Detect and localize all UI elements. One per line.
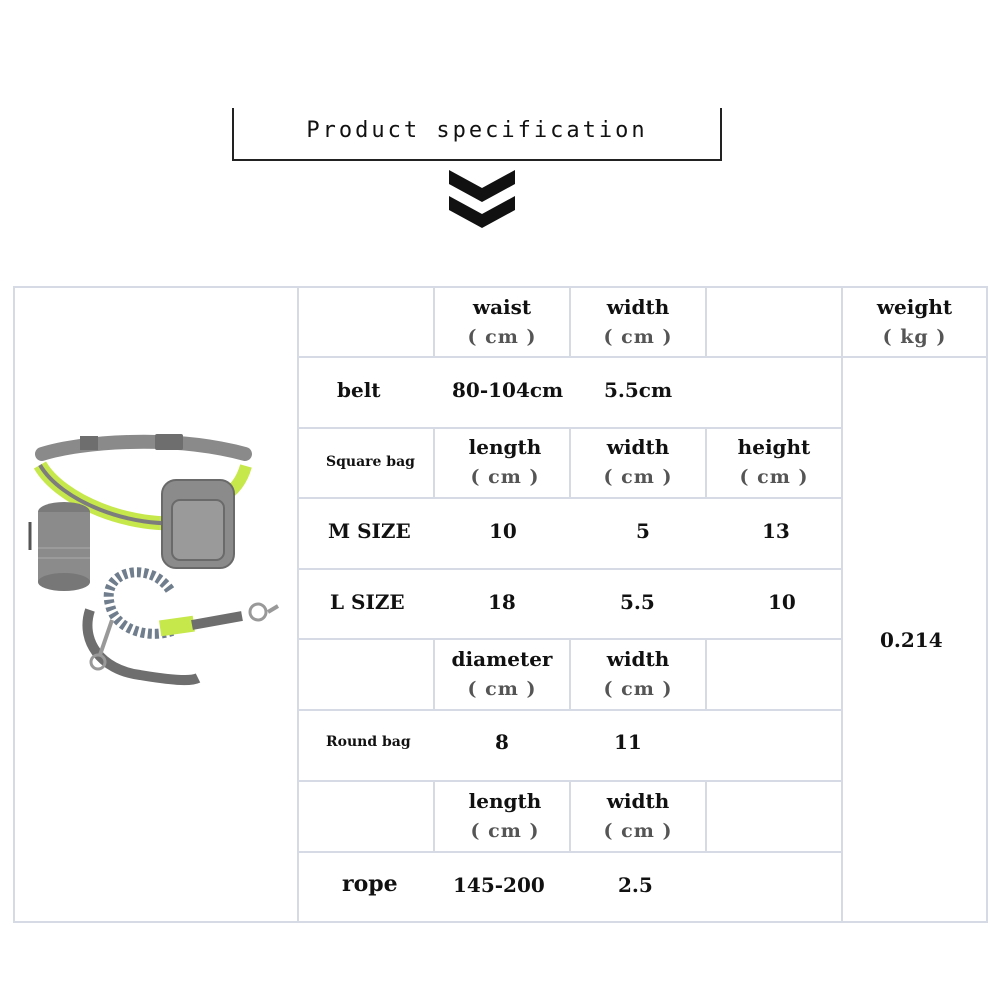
round-bag-diameter-value: 8 [495, 730, 509, 754]
header-width-label: width [606, 435, 670, 459]
header-length-label: length [468, 789, 542, 813]
header-width-4 [571, 786, 705, 846]
header-height-label: height [737, 435, 811, 459]
header-waist-unit: ( cm ) [467, 326, 537, 348]
header-weight-unit: ( kg ) [882, 326, 947, 348]
header-length-2 [435, 786, 575, 846]
header-width-unit: ( cm ) [603, 678, 673, 700]
page-title: Product specification [306, 118, 648, 143]
header-width-unit: ( cm ) [603, 326, 673, 348]
header-width-unit: ( cm ) [603, 820, 673, 842]
rope-width-value: 2.5 [618, 873, 653, 897]
row-label-round-bag: Round bag [326, 734, 411, 750]
header-length-unit: ( cm ) [470, 466, 540, 488]
row-label-belt: belt [337, 378, 381, 402]
header-waist [435, 292, 569, 352]
header-diameter-label: diameter [451, 647, 553, 671]
l-size-length-value: 18 [488, 590, 516, 614]
header-diameter-unit: ( cm ) [467, 678, 537, 700]
weight-value: 0.214 [880, 628, 943, 652]
belt-waist-value: 80-104cm [452, 378, 564, 402]
header-diameter [435, 644, 569, 704]
header-weight-label: weight [876, 295, 953, 319]
belt-width-value: 5.5cm [604, 378, 673, 402]
m-size-length-value: 10 [489, 519, 517, 543]
row-label-m-size: M SIZE [328, 519, 411, 543]
header-width-2 [571, 432, 705, 492]
header-width-3 [571, 644, 705, 704]
chevron-down-icon [449, 170, 515, 228]
row-label-square-bag: Square bag [326, 454, 415, 470]
row-label-l-size: L SIZE [330, 590, 405, 614]
l-size-height-value: 10 [768, 590, 796, 614]
header-width-unit: ( cm ) [603, 466, 673, 488]
m-size-width-value: 5 [636, 519, 650, 543]
header-length-unit: ( cm ) [470, 820, 540, 842]
header-waist-label: waist [472, 295, 532, 319]
header-height-unit: ( cm ) [739, 466, 809, 488]
row-label-rope: rope [342, 871, 398, 897]
title-box [232, 108, 722, 161]
header-length-1 [435, 432, 575, 492]
header-width-label: width [606, 789, 670, 813]
header-weight [843, 292, 986, 352]
round-bag-width-value: 11 [614, 730, 642, 754]
header-height [707, 432, 841, 492]
rope-length-value: 145-200 [453, 873, 545, 897]
header-width-label: width [606, 295, 670, 319]
header-length-label: length [468, 435, 542, 459]
l-size-width-value: 5.5 [620, 590, 655, 614]
header-width-1 [571, 292, 705, 352]
m-size-height-value: 13 [762, 519, 790, 543]
header-width-label: width [606, 647, 670, 671]
product-image [20, 430, 290, 690]
